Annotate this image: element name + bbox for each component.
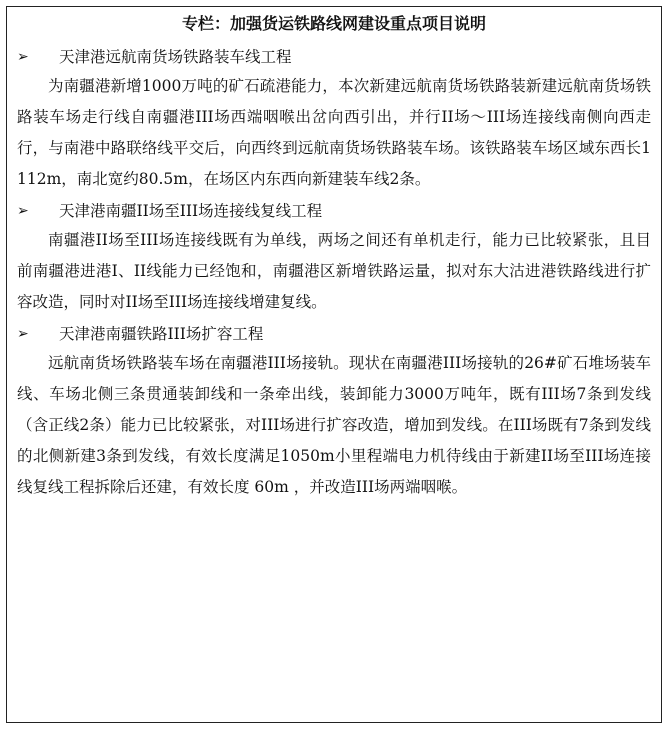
section-heading-text: 天津港南疆铁路III场扩容工程 bbox=[59, 325, 264, 343]
section-heading bbox=[17, 320, 651, 348]
section-3 bbox=[17, 320, 651, 503]
section-2 bbox=[17, 197, 651, 318]
section-heading-text: 天津港远航南货场铁路装车线工程 bbox=[59, 48, 292, 66]
arrow-bullet-icon: ➢ bbox=[17, 326, 29, 342]
section-heading-text: 天津港南疆II场至III场连接线复线工程 bbox=[59, 202, 323, 220]
section-body: 远航南货场铁路装车场在南疆港III场接轨。现状在南疆港III场接轨的26#矿石堆场装车线、车场北侧三条贯通装卸线和一条牵出线，装卸能力3000万吨年，既有III场7条到发线（含正线2条）能力已比较紧张，对III场进行扩容改造，增加到发线。在III场既有7条到发线的北侧新建3条到发线，有效长度满足1050m小里程端电力机待线由于新建II场至III场连接线复线工程拆除后还建，有效长度 60m ，并改造III场两端咽喉。 bbox=[17, 354, 651, 496]
special-column-box bbox=[6, 6, 662, 723]
column-title: 专栏：加强货运铁路线网建设重点项目说明 bbox=[181, 14, 486, 33]
section-heading bbox=[17, 197, 651, 225]
section-1 bbox=[17, 43, 651, 195]
section-body: 南疆港II场至III场连接线既有为单线，两场之间还有单机走行，能力已比较紧张，且目前南疆港进港I、II线能力已经饱和，南疆港区新增铁路运量，拟对东大沽进港铁路线进行扩容改造，同时对II场至III场连接线增建复线。 bbox=[17, 231, 651, 311]
arrow-bullet-icon: ➢ bbox=[17, 49, 29, 65]
arrow-bullet-icon: ➢ bbox=[17, 203, 29, 219]
section-heading bbox=[17, 43, 651, 71]
section-body: 为南疆港新增1000万吨的矿石疏港能力，本次新建远航南货场铁路装新建远航南货场铁路装车场走行线自南疆港III场西端咽喉出岔向西引出，并行II场～III场连接线南侧向西走行，与南港中路联络线平交后，向西终到远航南货场铁路装车场。该铁路装车场区域东西长1112m，南北宽约80.5m，在场区内东西向新建装车线2条。 bbox=[17, 77, 651, 188]
